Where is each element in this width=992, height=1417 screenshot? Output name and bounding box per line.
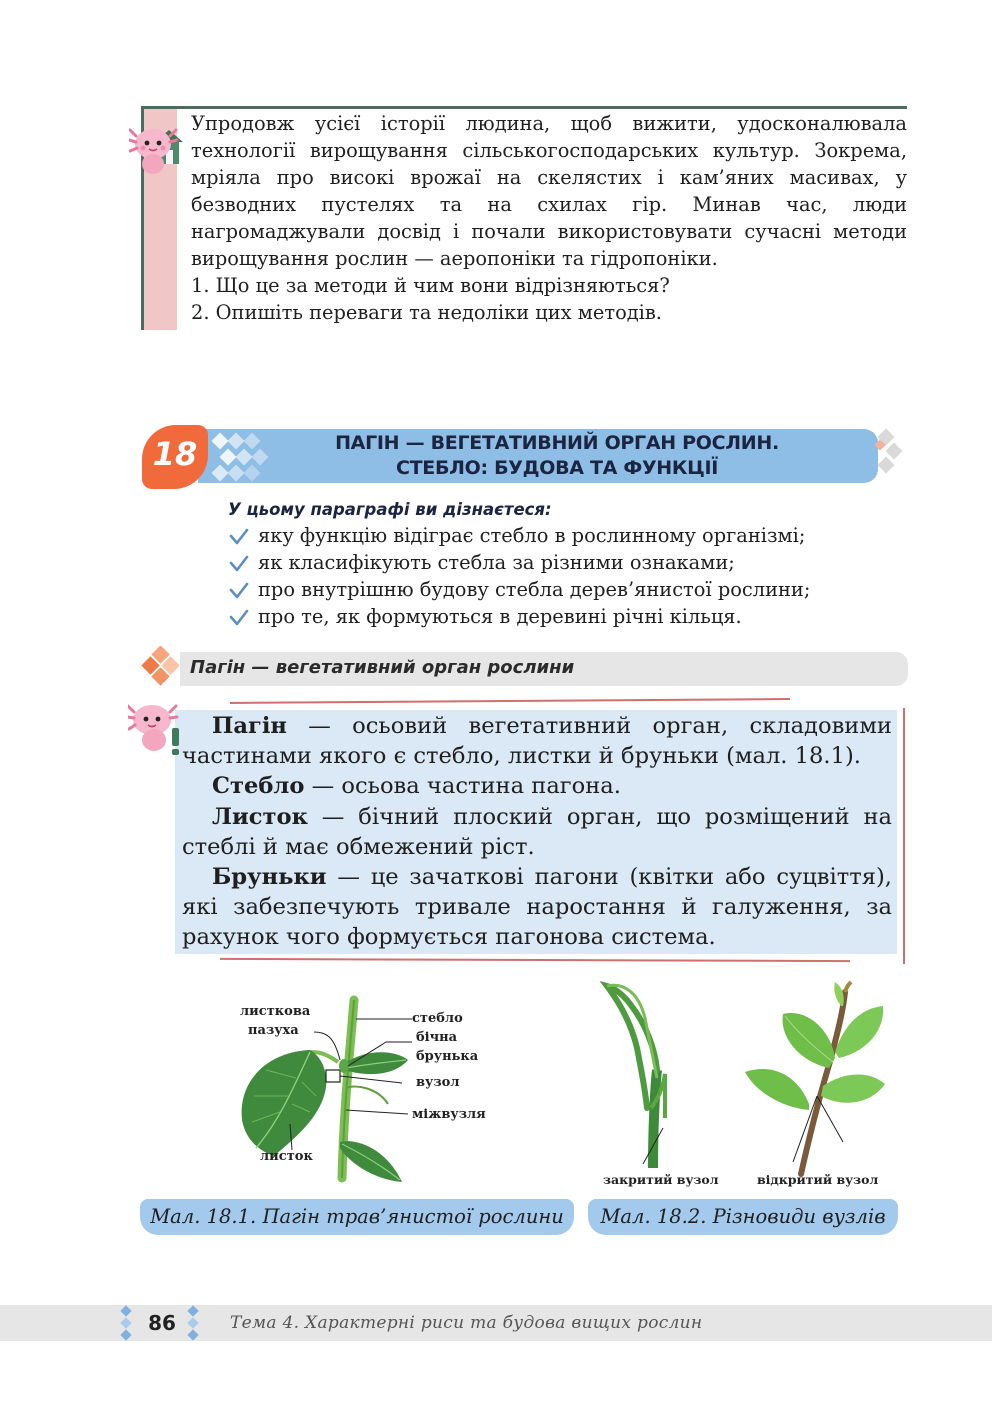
- list-item: [228, 522, 908, 549]
- subsection-title: Пагін — вегетативний орган рослини: [190, 657, 575, 678]
- learning-goal-text: яку функцію відіграє стебло в рослинному організмі;: [258, 524, 806, 547]
- definition-term: Пагін: [212, 713, 287, 739]
- definition-body: — бічний плоский орган, що розміщений на стеблі й має обмежений ріст.: [182, 803, 892, 860]
- intro-top-rule: [141, 106, 907, 109]
- learning-goal-text: про те, як формуються в деревині річні кільця.: [258, 605, 742, 628]
- definition-leaf: [182, 802, 892, 862]
- definitions-box: [130, 698, 910, 966]
- node-types-illustration: [595, 978, 895, 1194]
- definition-body: — осьова частина пагона.: [304, 773, 621, 800]
- figure-caption-18-1-text: Мал. 18.1. Пагін трав’янистої рослини: [150, 1205, 564, 1228]
- definition-term: Бруньки: [212, 864, 327, 891]
- intro-question-1: 1. Що це за методи й чим вони відрізняються?: [191, 274, 670, 297]
- section-title-line-1: ПАГІН — ВЕГЕТАТИВНИЙ ОРГАН РОСЛИН.: [335, 432, 779, 454]
- label-leaf-axil-1: листкова: [240, 1004, 311, 1019]
- definitions-bottom-rule: [220, 958, 850, 962]
- checkmark-icon: [228, 607, 250, 629]
- list-item: [228, 603, 908, 630]
- learning-goals-list: [228, 522, 908, 630]
- definition-term: Стебло: [212, 773, 305, 800]
- definition-body: — це зачаткові пагони (квітки або суцвіття), які забезпечують тривале наростання й галуження, за рахунок чого формується пагонова система.: [182, 864, 892, 951]
- label-leaf-axil-2: пазуха: [248, 1023, 299, 1038]
- section-banner: [142, 425, 912, 489]
- learning-goals-heading: У цьому параграфі ви дізнаєтеся:: [228, 500, 552, 519]
- intro-paragraph: Упродовж усієї історії людина, щоб вижити, удосконалювала технології вирощування сільськогосподарських культур. Зокрема, мріяла про високі врожаї на скелястих і кам’яних масивах, у безводних пустелях та на схилах гір. Минав час, люди нагромаджували досвід і почали використовувати сучасні методи вирощування рослин — аеропоніки та гідропоніки.: [191, 112, 907, 270]
- figure-herbaceous-shoot: [226, 992, 496, 1192]
- axolotl-exclamation-icon: [128, 698, 188, 758]
- orange-diamond-icon: [140, 646, 184, 688]
- definition-term: Листок: [212, 803, 308, 830]
- intro-question-2: 2. Опишіть переваги та недоліки цих методів.: [191, 301, 662, 324]
- definition-shoot: [182, 711, 892, 771]
- definitions-top-rule: [230, 698, 790, 704]
- list-item: [228, 576, 908, 603]
- learning-goal-text: про внутрішню будову стебла дерев’янистої рослини;: [258, 578, 811, 601]
- label-side-bud-1: бічна: [416, 1030, 458, 1045]
- learning-goal-text: як класифікують стебла за різними ознаками;: [258, 551, 735, 574]
- label-side-bud-2: брунька: [416, 1049, 479, 1064]
- figure-caption-18-1: [140, 1199, 574, 1235]
- learning-goals: [228, 498, 908, 630]
- label-internode: міжвузля: [412, 1107, 486, 1122]
- section-number: 18: [152, 435, 198, 473]
- footer-topic-title: Тема 4. Характерні риси та будова вищих рослин: [230, 1313, 703, 1333]
- definitions-right-rule: [903, 708, 905, 964]
- label-leaf: листок: [260, 1149, 313, 1164]
- checkmark-icon: [228, 553, 250, 575]
- definition-stem: [182, 771, 892, 801]
- label-node: вузол: [416, 1075, 460, 1090]
- diamond-deco-icon: [118, 1305, 138, 1341]
- label-closed-node: закритий вузол: [603, 1172, 719, 1187]
- subsection-header: [140, 646, 908, 688]
- intro-text: [191, 110, 907, 326]
- intro-box: [141, 106, 907, 330]
- checkmark-icon: [228, 526, 250, 548]
- definition-body: — осьовий вегетативний орган, складовими частинами якого є стебло, листки й бруньки (мал. 18.1).: [182, 713, 892, 770]
- definitions-text: [182, 711, 892, 953]
- figure-caption-18-2: [588, 1199, 898, 1235]
- figure-node-types: [595, 978, 895, 1194]
- list-item: [228, 549, 908, 576]
- label-stem: стебло: [412, 1011, 463, 1026]
- axolotl-house-icon: [129, 118, 185, 180]
- definition-buds: [182, 862, 892, 953]
- section-title: [262, 431, 852, 481]
- section-title-line-2: СТЕБЛО: БУДОВА ТА ФУНКЦІЇ: [396, 457, 718, 479]
- figure-caption-18-2-text: Мал. 18.2. Різновиди вузлів: [600, 1205, 886, 1228]
- page-number: 86: [148, 1311, 176, 1335]
- checkmark-icon: [228, 580, 250, 602]
- label-open-node: відкритий вузол: [757, 1172, 879, 1187]
- diamond-deco-icon: [872, 425, 912, 485]
- diamond-deco-icon: [185, 1305, 205, 1341]
